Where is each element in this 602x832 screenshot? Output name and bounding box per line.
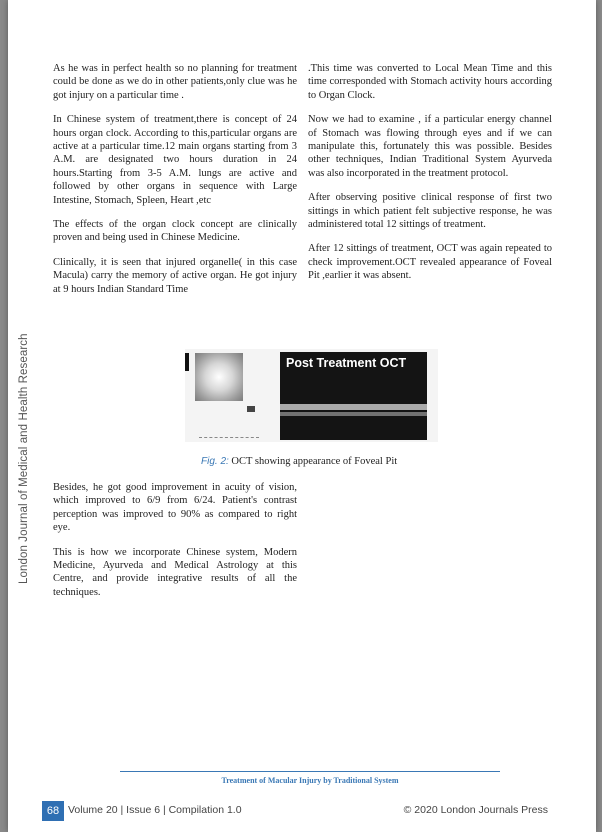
paragraph: After 12 sittings of treatment, OCT was again repeated to check improvement.OCT revealed appearance of Foveal Pit ,earlier it was absent. bbox=[308, 243, 552, 282]
right-column bbox=[308, 62, 552, 294]
caption-text: OCT showing appearance of Foveal Pit bbox=[231, 456, 398, 467]
paragraph: .This time was converted to Local Mean Time and this time corresponded with Stomach activity hours according to Organ Clock. bbox=[308, 63, 552, 101]
paragraph: Clinically, it is seen that injured organelle( in this case Macula) carry the memory of active organ. He got injury at 9 hours Indian Standard Time bbox=[53, 256, 297, 295]
caption-label: Fig. 2: bbox=[201, 456, 229, 467]
page-number: 68 bbox=[42, 801, 64, 821]
figure-caption bbox=[201, 456, 397, 467]
paragraph: Besides, he got good improvement in acuity of vision, which improved to 6/9 from 6/24. Patient's contrast perception was improved to 90% as compared to right eye. bbox=[53, 482, 297, 534]
paragraph: As he was in perfect health so no planning for treatment could be done as we do in other patients,only clue was he got injury on a particular time . bbox=[53, 63, 297, 101]
left-column bbox=[53, 62, 297, 296]
oct-scan-image bbox=[280, 352, 427, 440]
scale-line bbox=[199, 437, 259, 439]
copyright: © 2020 London Journals Press bbox=[403, 804, 548, 816]
figure-marker bbox=[185, 353, 189, 371]
paragraph: In Chinese system of treatment,there is concept of 24 hours organ clock. According to this,particular organs are active at a particular time.12 main organs starting from 3 A.M. are designated two hours duration in 24 hours.Starting from 3-5 A.M. lungs are active and followed by other organs in sequence with Large Intestine, Stomach, Spleen, Heart ,etc bbox=[53, 114, 297, 206]
page bbox=[8, 0, 596, 832]
paragraph: The effects of the organ clock concept are clinically proven and being used in Chinese Medicine. bbox=[53, 219, 297, 244]
lower-left-column bbox=[53, 481, 297, 610]
volume-info: Volume 20 | Issue 6 | Compilation 1.0 bbox=[68, 804, 242, 816]
paragraph: This is how we incorporate Chinese system, Modern Medicine, Ayurveda and Medical Astrology at this Centre, and provide integrative results of all the techniques. bbox=[53, 546, 297, 598]
paragraph: Now we had to examine , if a particular energy channel of Stomach was flowing through eyes and if we can manipulate this, fortunately this was possible. Besides other techniques, Indian Traditional System Ayurveda was also incorporated in the treatment protocol. bbox=[308, 114, 552, 179]
oct-overlay-title: Post Treatment OCT bbox=[286, 356, 407, 370]
fundus-image bbox=[195, 353, 243, 401]
oct-figure bbox=[185, 349, 438, 442]
scan-marker bbox=[247, 406, 255, 412]
retina-layer bbox=[280, 404, 427, 410]
paragraph: After observing positive clinical response of first two sittings in which patient felt subjective response, he was administered total 12 sittings of treatment. bbox=[308, 192, 552, 231]
running-title: Treatment of Macular Injury by Traditional System bbox=[221, 776, 399, 785]
retina-layer bbox=[280, 412, 427, 416]
footer-rule bbox=[120, 771, 500, 772]
journal-side-title: London Journal of Medical and Health Research bbox=[18, 333, 30, 584]
